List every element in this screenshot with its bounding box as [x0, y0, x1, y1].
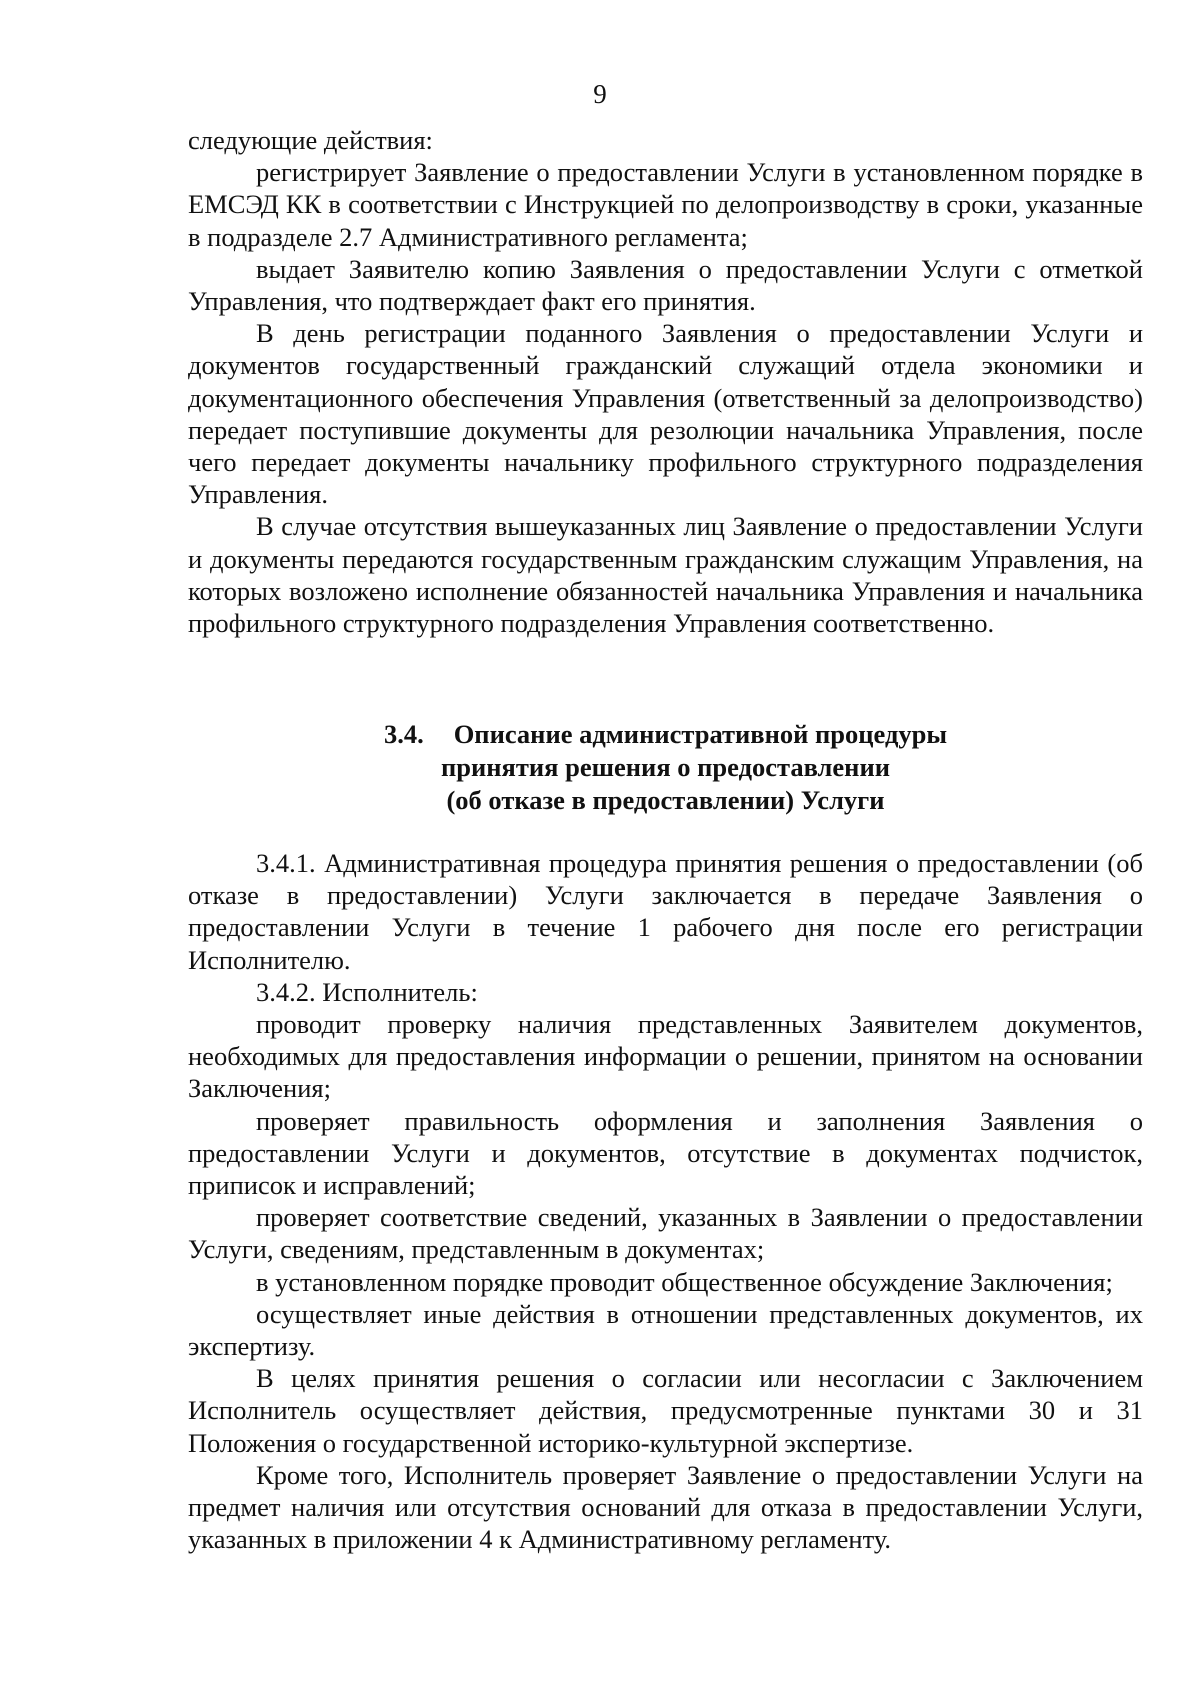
paragraph-registers: регистрирует Заявление о предоставлении Услуги в установленном порядке в ЕМСЭД КК в соответствии с Инструкцией по делопроизводству в сроки, указанные в подразделе 2.7 Административного регламента;	[188, 157, 1143, 252]
page-number: 9	[593, 79, 607, 109]
section-number: 3.4.	[383, 719, 424, 749]
paragraph-registration-day: В день регистрации поданного Заявления о предоставлении Услуги и документов государственный гражданский служащий отдела экономики и документационного обеспечения Управления (ответственный за делопроизводство) передает поступившие документы для резолюции начальника Управления, после чего передает документы начальнику профильного структурного подразделения Управления.	[188, 318, 1143, 510]
paragraph-checks-correctness: проверяет правильность оформления и заполнения Заявления о предоставлении Услуги и документов, отсутствие в документах подчисток, приписок и исправлений;	[188, 1105, 1143, 1201]
paragraph-issues-copy: выдает Заявителю копию Заявления о предоставлении Услуги с отметкой Управления, что подтверждает факт его принятия.	[188, 253, 1143, 317]
top-text-block	[188, 124, 1143, 639]
paragraph-public-discussion: в установленном порядке проводит общественное обсуждение Заключения;	[256, 1266, 1113, 1297]
bottom-text-block	[188, 847, 1143, 1555]
paragraph-absence: В случае отсутствия вышеуказанных лиц Заявление о предоставлении Услуги и документы передаются государственным гражданским служащим Управления, на которых возложено исполнение обязанностей начальника Управления и начальника профильного структурного подразделения Управления соответственно.	[188, 511, 1143, 639]
paragraph-checks-presence: проводит проверку наличия представленных Заявителем документов, необходимых для предоставления информации о решении, принятом на основании Заключения;	[188, 1009, 1143, 1104]
section-heading	[188, 718, 1143, 817]
paragraph-other-actions: осуществляет иные действия в отношении представленных документов, их экспертизу.	[188, 1298, 1143, 1362]
paragraph-moreover: Кроме того, Исполнитель проверяет Заявление о предоставлении Услуги на предмет наличия или отсутствия оснований для отказа в предоставлении Услуги, указанных в приложении 4 к Административному регламенту.	[188, 1459, 1143, 1555]
paragraph-intro: следующие действия:	[188, 125, 433, 155]
section-title-part-2: принятия решения о предоставлении	[441, 752, 890, 782]
section-heading-line-1	[188, 718, 1143, 751]
paragraph-3-4-1: 3.4.1. Административная процедура принятия решения о предоставлении (об отказе в предоставлении) Услуги заключается в передаче Заявления о предоставлении Услуги в течение 1 рабочего дня после его регистрации Исполнителю.	[188, 848, 1143, 975]
paragraph-checks-conformity: проверяет соответствие сведений, указанных в Заявлении о предоставлении Услуги, сведениям, представленным в документах;	[188, 1202, 1143, 1265]
paragraph-decision: В целях принятия решения о согласии или несогласии с Заключением Исполнитель осуществляет действия, предусмотренные пунктами 30 и 31 Положения о государственной историко-культурной экспертизе.	[188, 1363, 1143, 1458]
section-title-part-3: (об отказе в предоставлении) Услуги	[446, 785, 885, 815]
paragraph-3-4-2: 3.4.2. Исполнитель:	[256, 976, 478, 1007]
section-title-part-1: Описание административной процедуры	[453, 719, 948, 749]
